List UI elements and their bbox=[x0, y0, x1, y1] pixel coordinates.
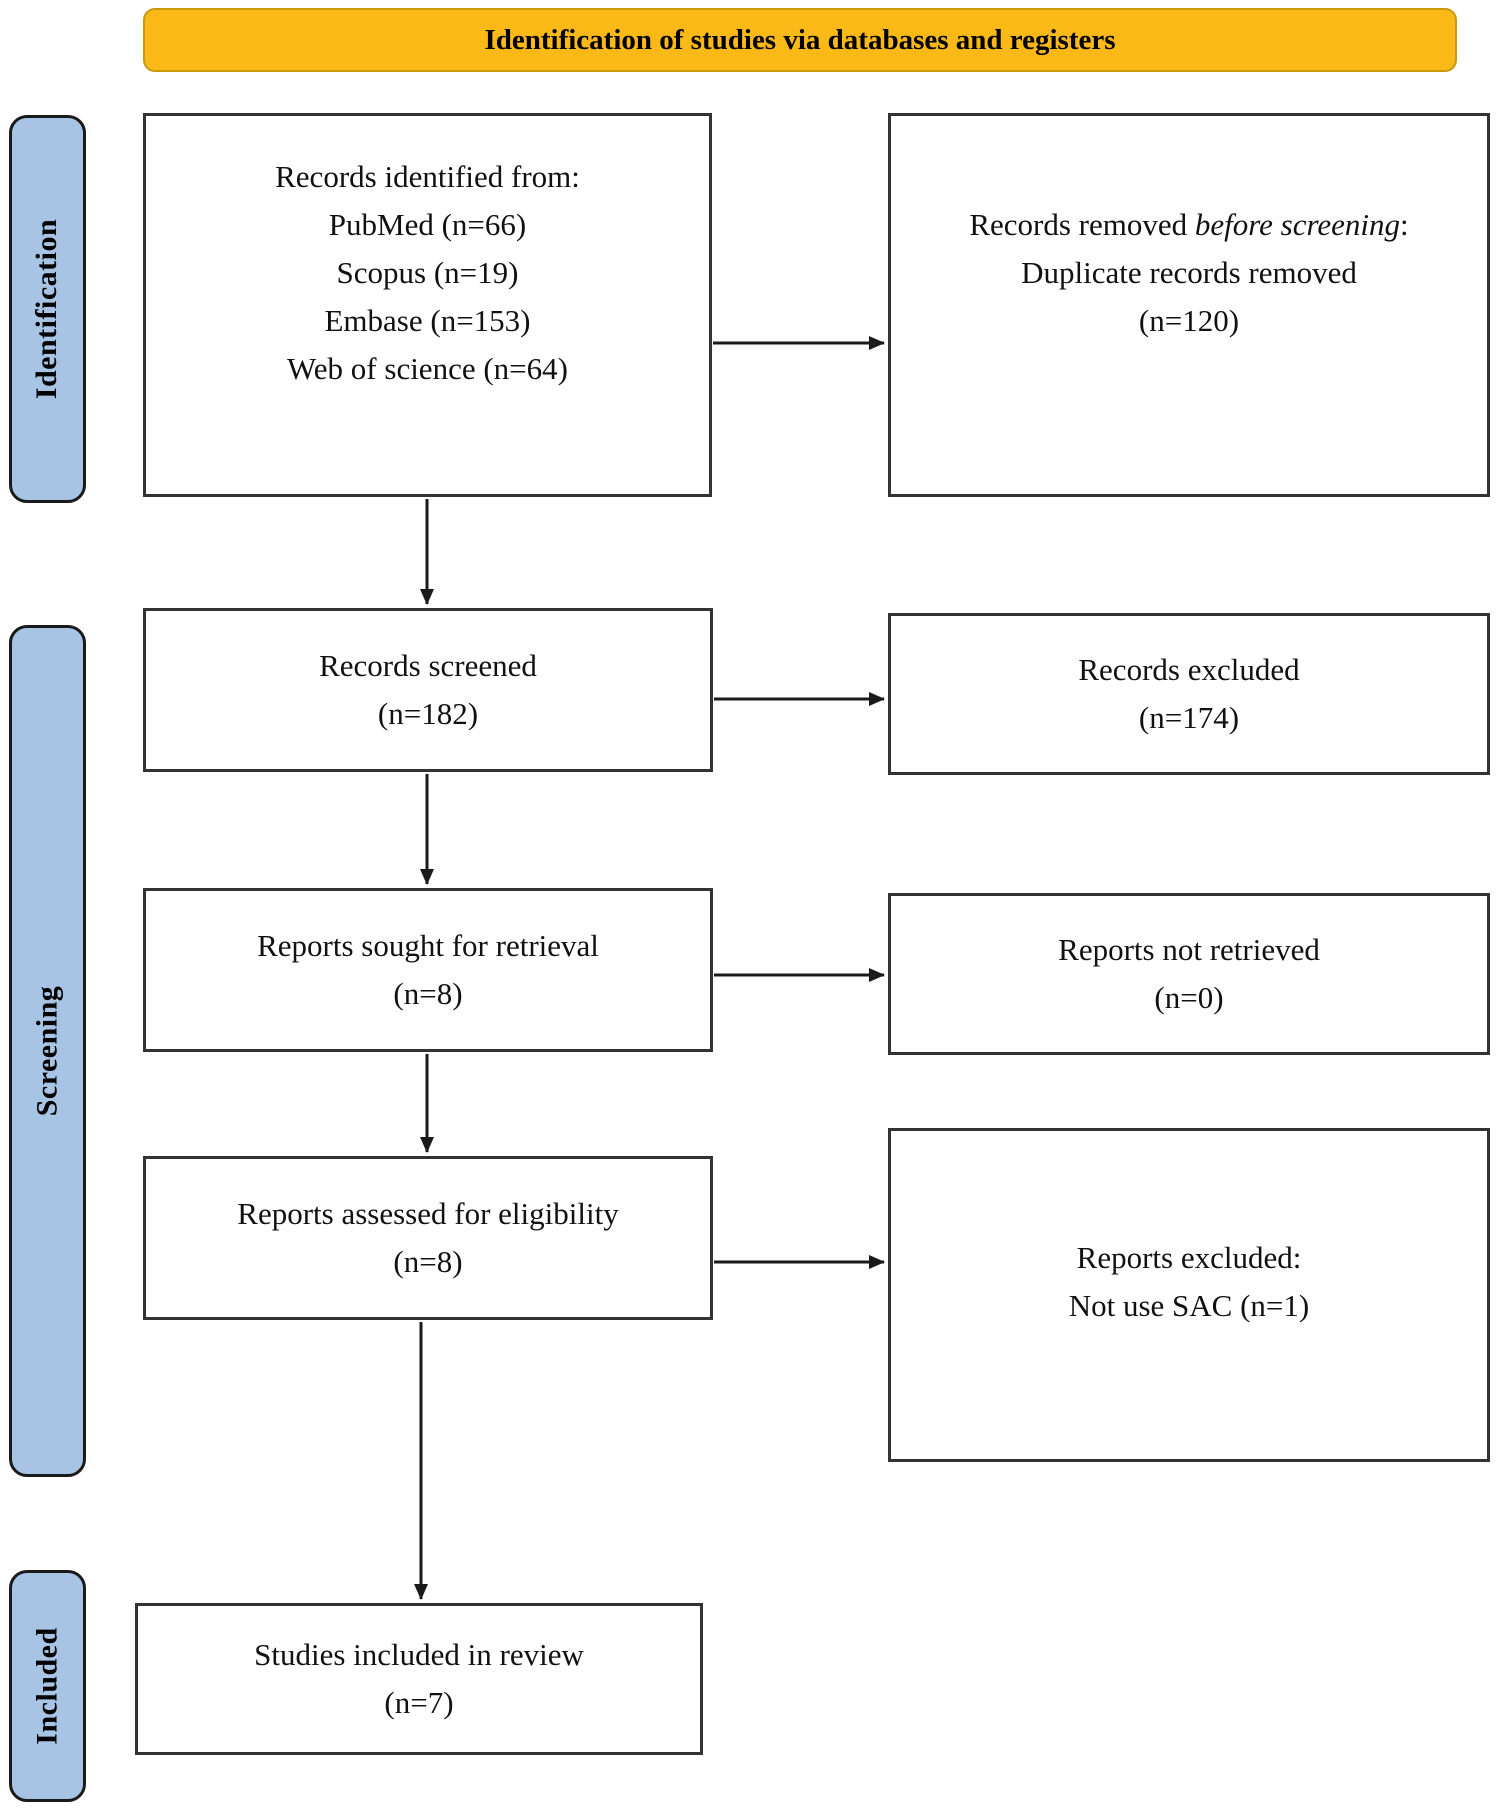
text-line: (n=8) bbox=[393, 976, 463, 1011]
box-records-screened-text bbox=[146, 642, 710, 738]
text-line: Reports not retrieved bbox=[1058, 932, 1320, 967]
box-reports-not-retrieved bbox=[888, 893, 1490, 1055]
box-records-screened bbox=[143, 608, 713, 772]
text-line bbox=[891, 201, 1487, 249]
box-reports-assessed bbox=[143, 1156, 713, 1320]
text-line: Records screened bbox=[319, 648, 537, 683]
text-line: (n=7) bbox=[384, 1685, 454, 1720]
records-removed-suffix: : bbox=[1400, 207, 1409, 242]
text-line: Not use SAC (n=1) bbox=[1068, 1288, 1310, 1323]
text-line: Web of science (n=64) bbox=[287, 351, 568, 386]
text-line: Scopus (n=19) bbox=[336, 255, 519, 290]
text-line: (n=8) bbox=[393, 1244, 463, 1279]
box-reports-sought bbox=[143, 888, 713, 1052]
records-removed-prefix: Records removed bbox=[969, 207, 1195, 242]
box-reports-sought-text bbox=[146, 922, 710, 1018]
text-line: Records excluded bbox=[1078, 652, 1300, 687]
box-reports-not-retrieved-text bbox=[891, 926, 1487, 1022]
text-line: Reports sought for retrieval bbox=[257, 928, 599, 963]
box-reports-assessed-text bbox=[146, 1190, 710, 1286]
records-removed-italic: before screening bbox=[1194, 207, 1401, 242]
text-line: (n=0) bbox=[1154, 980, 1224, 1015]
text-line: Records identified from: bbox=[275, 159, 580, 194]
stage-label-included: Included bbox=[30, 1627, 64, 1745]
box-records-removed-text bbox=[891, 201, 1487, 409]
text-line: PubMed (n=66) bbox=[328, 207, 527, 242]
stage-band-screening bbox=[9, 625, 86, 1477]
text-line: Reports assessed for eligibility bbox=[237, 1196, 619, 1231]
stage-label-identification: Identification bbox=[30, 218, 64, 400]
stage-label-screening: Screening bbox=[30, 985, 64, 1117]
text-line: Duplicate records removed bbox=[1021, 255, 1357, 290]
text-line: (n=174) bbox=[1138, 700, 1240, 735]
box-studies-included bbox=[135, 1603, 703, 1755]
text-line: Studies included in review bbox=[254, 1637, 584, 1672]
text-line: Reports excluded: bbox=[1076, 1240, 1302, 1275]
stage-band-identification bbox=[9, 115, 86, 503]
text-line: Embase (n=153) bbox=[324, 303, 531, 338]
banner-title: Identification of studies via databases and registers bbox=[143, 8, 1457, 72]
text-line: (n=120) bbox=[1138, 303, 1240, 338]
box-records-excluded bbox=[888, 613, 1490, 775]
box-records-identified-text bbox=[146, 153, 709, 457]
box-records-removed bbox=[888, 113, 1490, 497]
box-records-identified bbox=[143, 113, 712, 497]
stage-band-included bbox=[9, 1570, 86, 1802]
box-records-excluded-text bbox=[891, 646, 1487, 742]
text-line: (n=182) bbox=[377, 696, 479, 731]
box-reports-excluded bbox=[888, 1128, 1490, 1462]
box-reports-excluded-text bbox=[891, 1234, 1487, 1356]
box-studies-included-text bbox=[138, 1631, 700, 1727]
